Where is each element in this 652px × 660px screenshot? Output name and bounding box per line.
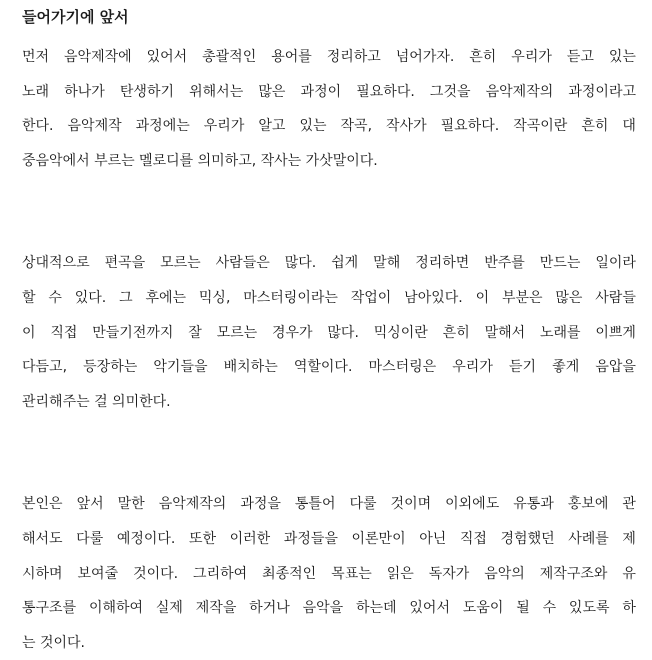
word: 노래를 — [539, 324, 581, 341]
section-heading: 들어가기에 앞서 — [22, 8, 129, 26]
word: 이외에도 — [445, 496, 500, 513]
word: 많은 — [555, 289, 583, 306]
word: 본인은 — [22, 496, 63, 513]
word: 사람들은 — [215, 255, 270, 272]
text-line — [22, 591, 636, 626]
word: 예정이다. — [116, 530, 176, 547]
word: 다룰 — [349, 496, 377, 513]
word: 제작구조와 — [539, 565, 608, 582]
word: 많다. — [327, 324, 359, 341]
word: 음악제작의 — [158, 496, 227, 513]
word: 작곡, — [340, 118, 373, 135]
word: 위해서는 — [189, 83, 244, 100]
word: 이해하여 — [88, 600, 144, 617]
word: 우리가 — [511, 49, 552, 65]
text-line: 중음악에서 부르는 멜로디를 의미하고, 작사는 가삿말이다. — [22, 152, 378, 169]
word: 알고 — [258, 118, 286, 135]
text-line — [22, 316, 636, 351]
word: 보여줄 — [77, 565, 119, 582]
word: 우리가 — [452, 359, 493, 376]
word: 실제 — [155, 600, 183, 617]
word: 이론만이 — [351, 530, 406, 547]
word: 필요하다. — [440, 118, 500, 135]
word: 말한 — [117, 496, 145, 513]
word: 유통과 — [513, 496, 554, 513]
word: 부분은 — [501, 289, 543, 306]
word: 과정을 — [240, 496, 281, 513]
word: 음악제작에 — [64, 49, 132, 65]
word: 많은 — [258, 83, 286, 100]
word: 대 — [622, 118, 636, 135]
word: 마스터링은 — [368, 359, 437, 376]
word: 악기들을 — [153, 359, 208, 376]
word: 마스터링이라는 — [243, 289, 338, 306]
word: 남아있다. — [404, 289, 463, 306]
word: 모르는 — [216, 324, 258, 341]
word: 목표는 — [331, 565, 372, 582]
word: 있는 — [608, 49, 636, 65]
word: 말해 — [373, 255, 401, 272]
word: 탄생하기 — [119, 83, 174, 100]
word: 만들기전까지 — [92, 324, 174, 341]
word: 한다. — [22, 118, 54, 135]
word: 하는데 — [355, 600, 397, 617]
word: 될 — [516, 600, 530, 617]
word: 만드는 — [539, 255, 581, 272]
word: 것이다. — [133, 565, 179, 582]
word: 경험했던 — [500, 530, 555, 547]
word: 쉽게 — [331, 255, 359, 272]
word: 이러한 — [229, 530, 271, 547]
word: 이 — [475, 289, 490, 306]
word: 정리하고 — [326, 49, 381, 65]
word: 믹싱이란 — [373, 324, 428, 341]
text-line: 관리해주는 걸 의미한다. — [22, 393, 171, 410]
paragraph-3 — [22, 487, 636, 660]
word: 수 — [542, 600, 557, 617]
word: 제 — [622, 530, 636, 547]
word: 작업이 — [350, 289, 392, 306]
word: 그 — [119, 289, 133, 306]
word: 잘 — [188, 324, 202, 341]
word: 하나가 — [64, 83, 105, 100]
word: 모르는 — [160, 255, 201, 272]
word: 배치하는 — [223, 359, 278, 376]
word: 이 — [22, 324, 36, 341]
word: 음악제작의 — [485, 83, 554, 100]
word: 좋게 — [552, 359, 580, 376]
word: 최종적인 — [262, 565, 317, 582]
word: 등장하는 — [83, 359, 138, 376]
word: 앞서 — [76, 496, 104, 513]
word: 제작을 — [195, 600, 237, 617]
word: 많다. — [284, 255, 317, 272]
word: 아닌 — [419, 530, 447, 547]
word: 믹싱, — [198, 289, 231, 306]
word: 사례를 — [568, 530, 609, 547]
word: 필요하다. — [356, 83, 415, 100]
text-line — [22, 350, 636, 385]
text-line — [22, 109, 636, 144]
word: 하거나 — [249, 600, 290, 617]
text-line — [22, 75, 636, 110]
word: 독자가 — [428, 565, 470, 582]
word: 상대적으로 — [22, 255, 90, 272]
word: 넘어가자. — [395, 49, 455, 65]
word: 노래 — [22, 83, 50, 100]
word: 듣고 — [566, 49, 594, 65]
text-line — [22, 522, 636, 557]
word: 일이라 — [595, 255, 636, 272]
word: 음악의 — [484, 565, 525, 582]
text-line — [22, 487, 636, 522]
paragraph-1 — [22, 40, 636, 178]
word: 후에는 — [145, 289, 187, 306]
word: 다룰 — [76, 530, 104, 547]
word: 시하며 — [22, 565, 63, 582]
word: 있도록 — [568, 600, 610, 617]
word: 관 — [622, 496, 636, 513]
word: 직접 — [50, 324, 78, 341]
word: 작사가 — [386, 118, 427, 135]
word: 해서도 — [22, 530, 63, 547]
word: 할 — [22, 289, 36, 306]
text-line — [22, 281, 636, 316]
word: 편곡을 — [104, 255, 146, 272]
word: 있다. — [74, 289, 107, 306]
word: 듣기 — [508, 359, 537, 376]
word: 그리하여 — [193, 565, 248, 582]
word: 있는 — [299, 118, 327, 135]
text-line — [22, 40, 636, 75]
word: 흔히 — [469, 49, 497, 65]
word: 사람들 — [595, 289, 636, 306]
word: 있어서 — [146, 49, 188, 65]
word: 하 — [622, 600, 636, 617]
word: 통구조를 — [22, 600, 77, 617]
word: 유 — [622, 565, 636, 582]
word: 작곡이란 — [513, 118, 568, 135]
word: 또한 — [188, 530, 217, 547]
word: 과정이라고 — [568, 83, 636, 100]
word: 다듬고, — [22, 359, 68, 376]
text-line: 는 것이다. — [22, 634, 85, 651]
word: 읽은 — [386, 565, 414, 582]
word: 이쁘게 — [595, 324, 636, 341]
word: 역할이다. — [293, 359, 353, 376]
paragraphs — [22, 40, 636, 660]
word: 용어를 — [271, 49, 312, 65]
word: 음압을 — [595, 359, 636, 376]
word: 음악제작 — [67, 118, 122, 135]
word: 음악을 — [302, 600, 344, 617]
word: 과정에는 — [135, 118, 190, 135]
word: 수 — [48, 289, 62, 306]
word: 직접 — [459, 530, 487, 547]
word: 과정들을 — [283, 530, 338, 547]
word: 반주를 — [484, 255, 525, 272]
paragraph-2 — [22, 246, 636, 419]
word: 총괄적인 — [202, 49, 257, 65]
word: 있어서 — [409, 600, 450, 617]
text-line — [22, 557, 636, 592]
word: 정리하면 — [415, 255, 470, 272]
word: 홍보에 — [567, 496, 609, 513]
word: 도움이 — [462, 600, 504, 617]
text-line — [22, 246, 636, 281]
word: 것이며 — [390, 496, 432, 513]
word: 통틀어 — [294, 496, 336, 513]
word: 말해서 — [484, 324, 526, 341]
document-body — [22, 6, 636, 660]
word: 먼저 — [22, 49, 50, 65]
word: 경우가 — [272, 324, 313, 341]
word: 흔히 — [581, 118, 609, 135]
word: 우리가 — [203, 118, 245, 135]
word: 그것을 — [429, 83, 471, 100]
word: 과정이 — [300, 83, 342, 100]
word: 흔히 — [442, 324, 470, 341]
